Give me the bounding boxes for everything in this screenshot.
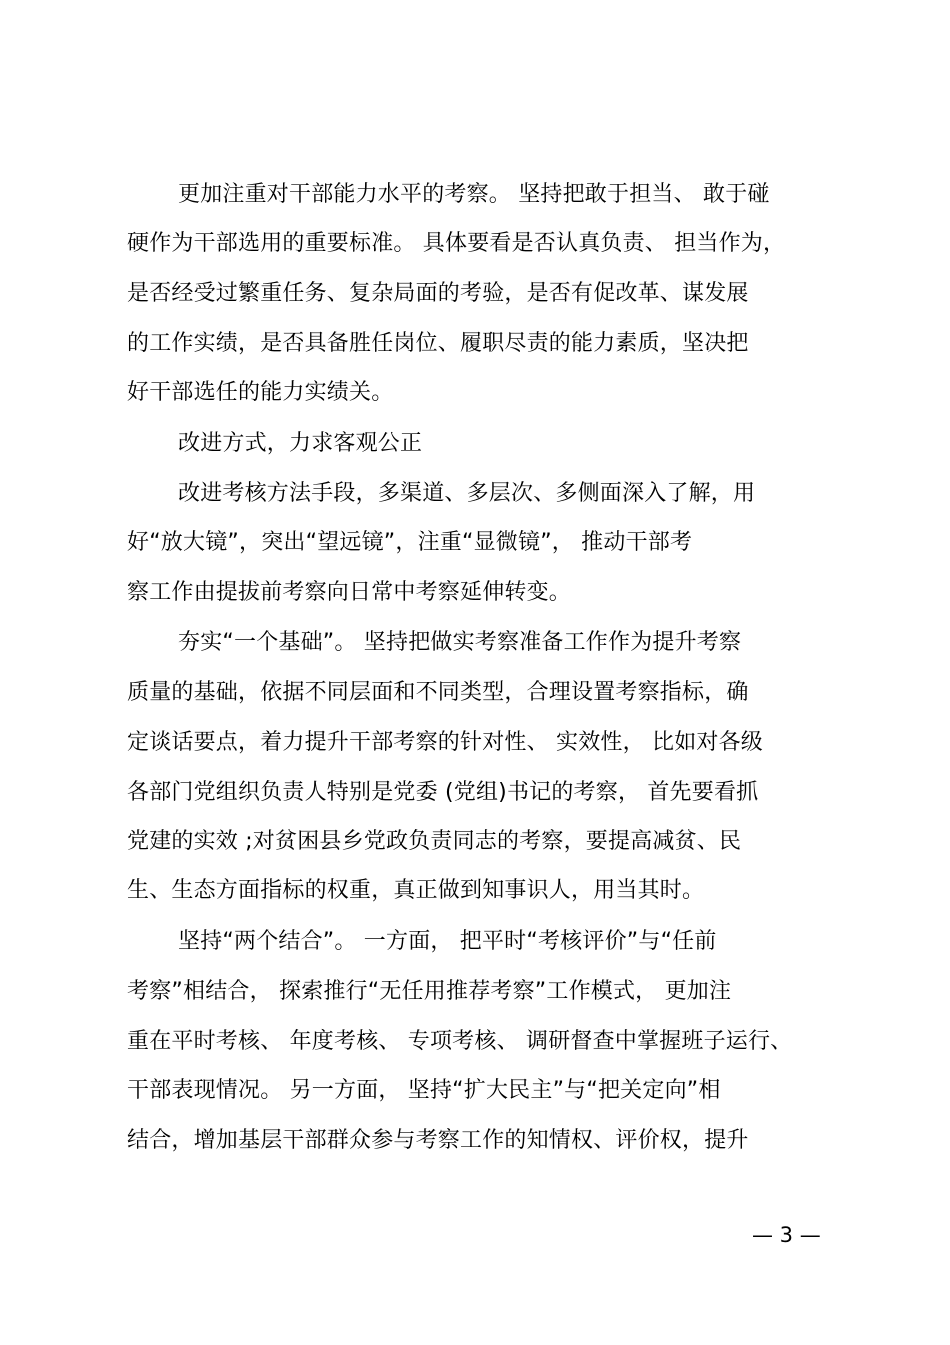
- text-line-10: 夯实“一个基础”。 坚持把做实考察准备工作作为提升考察: [178, 630, 742, 655]
- text-line-18: 重在平时考核、 年度考核、 专项考核、 调研督查中掌握班子运行、: [127, 1029, 793, 1054]
- text-line-2: 硬作为干部选用的重要标准。 具体要看是否认真负责、 担当作为，: [127, 231, 786, 256]
- text-line-3: 是否经受过繁重任务、复杂局面的考验，是否有促改革、谋发展: [127, 281, 749, 306]
- page-number: — 3 —: [752, 1223, 821, 1247]
- text-line-17: 考察”相结合， 探索推行“无任用推荐考察”工作模式， 更加注: [127, 979, 732, 1004]
- text-line-1: 更加注重对干部能力水平的考察。 坚持把敢于担当、 敢于碰: [178, 182, 770, 207]
- text-line-11: 质量的基础，依据不同层面和不同类型，合理设置考察指标，确: [127, 680, 749, 705]
- section-heading: 改进方式，力求客观公正: [178, 431, 423, 456]
- text-line-7: 改进考核方法手段，多渠道、多层次、多侧面深入了解，用: [178, 481, 756, 506]
- text-line-15: 生、生态方面指标的权重，真正做到知事识人，用当其时。: [127, 878, 705, 903]
- text-line-9: 察工作由提拔前考察向日常中考察延伸转变。: [127, 580, 572, 605]
- text-line-19: 干部表现情况。 另一方面， 坚持“扩大民主”与“把关定向”相: [127, 1078, 721, 1103]
- text-line-12: 定谈话要点，着力提升干部考察的针对性、 实效性， 比如对各级: [127, 730, 763, 755]
- text-line-13: 各部门党组织负责人特别是党委 (党组)书记的考察， 首先要看抓: [127, 780, 759, 805]
- text-line-8: 好“放大镜”，突出“望远镜”，注重“显微镜”， 推动干部考: [127, 530, 693, 555]
- text-line-4: 的工作实绩，是否具备胜任岗位、履职尽责的能力素质，坚决把: [127, 331, 749, 356]
- text-line-20: 结合，增加基层干部群众参与考察工作的知情权、评价权，提升: [127, 1128, 749, 1153]
- text-line-5: 好干部选任的能力实绩关。: [127, 380, 394, 405]
- text-line-14: 党建的实效 ;对贫困县乡党政负责同志的考察，要提高减贫、民: [127, 829, 742, 854]
- text-line-16: 坚持“两个结合”。 一方面， 把平时“考核评价”与“任前: [178, 929, 717, 954]
